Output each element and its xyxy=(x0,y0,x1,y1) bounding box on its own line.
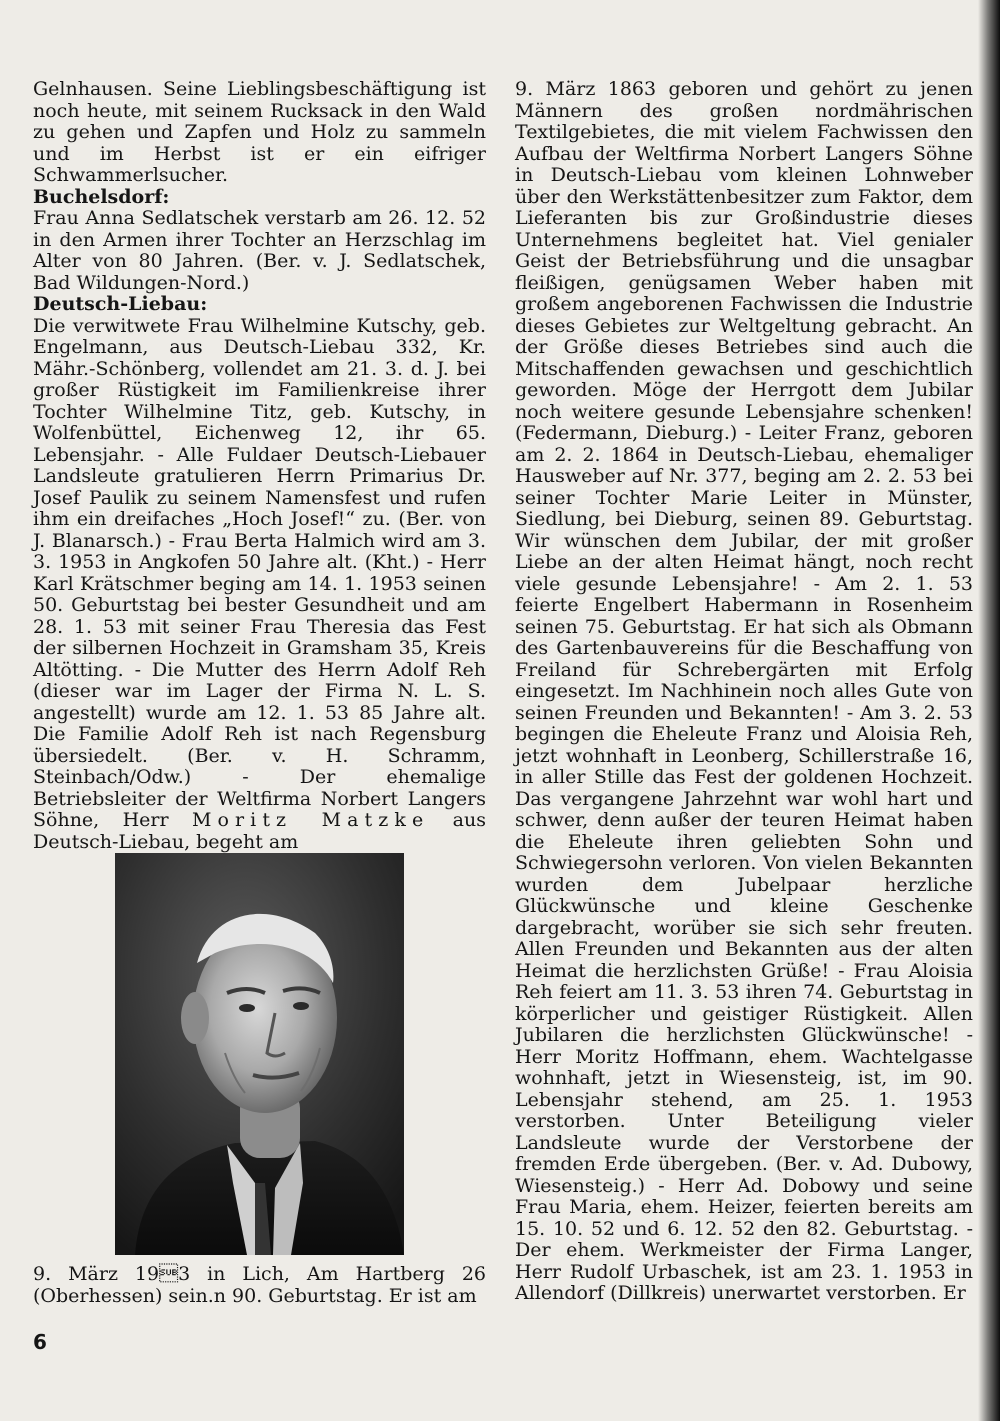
deutsch-liebau-text: Die verwitwete Frau Wilhelmine Kutschy, geb. Engelmann, aus Deutsch-Liebau 332, Kr. Mähr.-Schönberg, vollendet am 21. 3. d. J. bei großer Rüstigkeit im Familienkreise ihrer Tochter Wilhelmine Titz, geb. Kutschy, in Wolfenbüttel, Eichenweg 12, ihr 65. Lebensjahr. - Alle Fuldaer Deutsch-Liebauer Landsleute gratulieren Herrn Primarius Dr. Josef Paulik zu seinem Namensfest und rufen ihm ein dreifaches „Hoch Josef!“ zu. (Ber. von J. Blanarsch.) - Frau Berta Halmich wird am 3. 3. 1953 in Angkofen 50 Jahre alt. (Kht.) - Herr Karl Krätschmer beging am 14. 1. 1953 seinen 50. Geburtstag bei bester Gesundheit und am 28. 1. 53 mit seiner Frau Theresia das Fest der silbernen Hochzeit in Gramsham 35, Kreis Altötting. - Die Mutter des Herrn Adolf Reh (dieser war im Lager der Firma N. L. S. angestellt) wurde am 12. 1. 53 85 Jahre alt. Die Familie Adolf Reh ist nach Regensburg übersiedelt. (Ber. v. H. Schramm, Steinbach/Odw.) - Der ehemalige Betriebsleiter der Weltfirma Norbert Langers Söhne, Herr xyxy=(33,314,486,831)
photo-caption xyxy=(33,1264,486,1307)
caption-text: 9. März 193 in Lich, Am Hartberg 26 (Oberhessen) sein.n 90. Geburtstag. Er ist am xyxy=(33,1263,486,1307)
page-edge-shadow xyxy=(978,0,1000,1421)
left-column xyxy=(33,79,486,853)
portrait-illustration xyxy=(115,853,404,1255)
heading-deutsch-liebau: Deutsch-Liebau: xyxy=(33,293,208,315)
page-number: 6 xyxy=(33,1330,47,1354)
buchelsdorf-paragraph: Frau Anna Sedlatschek verstarb am 26. 12. 52 in den Armen ihrer Tochter an Herzschlag im Alter von 80 Jahren. (Ber. v. J. Sedlatschek, Bad Wildungen-Nord.) xyxy=(33,207,486,294)
right-column xyxy=(515,79,973,1305)
portrait-photo xyxy=(115,853,404,1255)
heading-buchelsdorf: Buchelsdorf: xyxy=(33,185,170,208)
deutsch-liebau-paragraph xyxy=(33,316,486,854)
deutsch-liebau-tail: aus Deutsch-Liebau, begeht am xyxy=(33,809,486,853)
intro-paragraph: Gelnhausen. Seine Lieblingsbeschäftigung ist noch heute, mit seinem Rucksack in den Wald zu gehen und Zapfen und Holz zu sammeln und im Herbst ist er ein eifriger Schwammerlsucher. xyxy=(33,78,486,186)
right-column-paragraph: 9. März 1863 geboren und gehört zu jenen Männern des großen nordmährischen Textilgebietes, die mit vielem Fachwissen den Aufbau der Weltfirma Norbert Langers Söhne in Deutsch-Liebau vom kleinen Lohnweber über den Werkstättenbesitzer zum Faktor, dem Lieferanten bis zur Großindustrie dieses Unternehmens begleitet hat. Viel genialer Geist der Betriebsführung und die unsagbar fleißigen, genügsamen Weber haben mit großem angeborenen Fachwissen die Industrie dieses Gebietes zur Weltgeltung gebracht. An der Größe dieses Betriebes sind auch die Mitschaffenden gewachsen und geschichtlich geworden. Möge der Herrgott dem Jubilar noch weitere gesunde Lebensjahre schenken! (Federmann, Dieburg.) - Leiter Franz, geboren am 2. 2. 1864 in Deutsch-Liebau, ehemaliger Hausweber auf Nr. 377, beging am 2. 2. 53 bei seiner Tochter Marie Leiter in Münster, Siedlung, bei Dieburg, seinen 89. Geburtstag. Wir wünschen dem Jubilar, der mit großer Liebe an der alten Heimat hängt, noch recht viele gesunde Lebensjahre! - Am 2. 1. 53 feierte Engelbert Habermann in Rosenheim seinen 75. Geburtstag. Er hat sich als Obmann des Gartenbauvereins für die Beschaffung von Freiland für Schrebergärten mit Erfolg eingesetzt. Im Nachhinein noch alles Gute von seinen Freunden und Bekannten! - Am 3. 2. 53 begingen die Eheleute Franz und Aloisia Reh, jetzt wohnhaft in Leonberg, Schillerstraße 16, in aller Stille das Fest der goldenen Hochzeit. Das vergangene Jahrzehnt war wohl hart und schwer, denn außer der teuren Heimat haben die Eheleute ihren geliebten Sohn und Schwiegersohn verloren. Von vielen Bekannten wurden dem Jubelpaar herzliche Glückwünsche und kleine Geschenke dargebracht, worüber sie sich sehr freuten. Allen Freunden und Bekannten aus der alten Heimat die herzlichsten Grüße! - Frau Aloisia Reh feiert am 11. 3. 53 ihren 74. Geburtstag in körperlicher und geistiger Rüstigkeit. Allen Jubilaren die herzlichsten Glückwünsche! - Herr Moritz Hoffmann, ehem. Wachtelgasse wohnhaft, jetzt in Wiesensteig, ist, im 90. Lebensjahr stehend, am 25. 1. 1953 verstorben. Unter Beteiligung vieler Landsleute wurde der Verstorbene der fremden Erde übergeben. (Ber. v. Ad. Dubowy, Wiesensteig.) - Herr Ad. Dobowy und seine Frau Maria, ehem. Heizer, feierten bereits am 15. 10. 52 und 6. 12. 52 den 82. Geburtstag. - Der ehem. Werkmeister der Firma Langer, Herr Rudolf Urbaschek, ist am 23. 1. 1953 in Allendorf (Dillkreis) unerwartet verstorben. Er xyxy=(515,78,973,1304)
spaced-name: Moritz Matzke xyxy=(191,809,430,831)
